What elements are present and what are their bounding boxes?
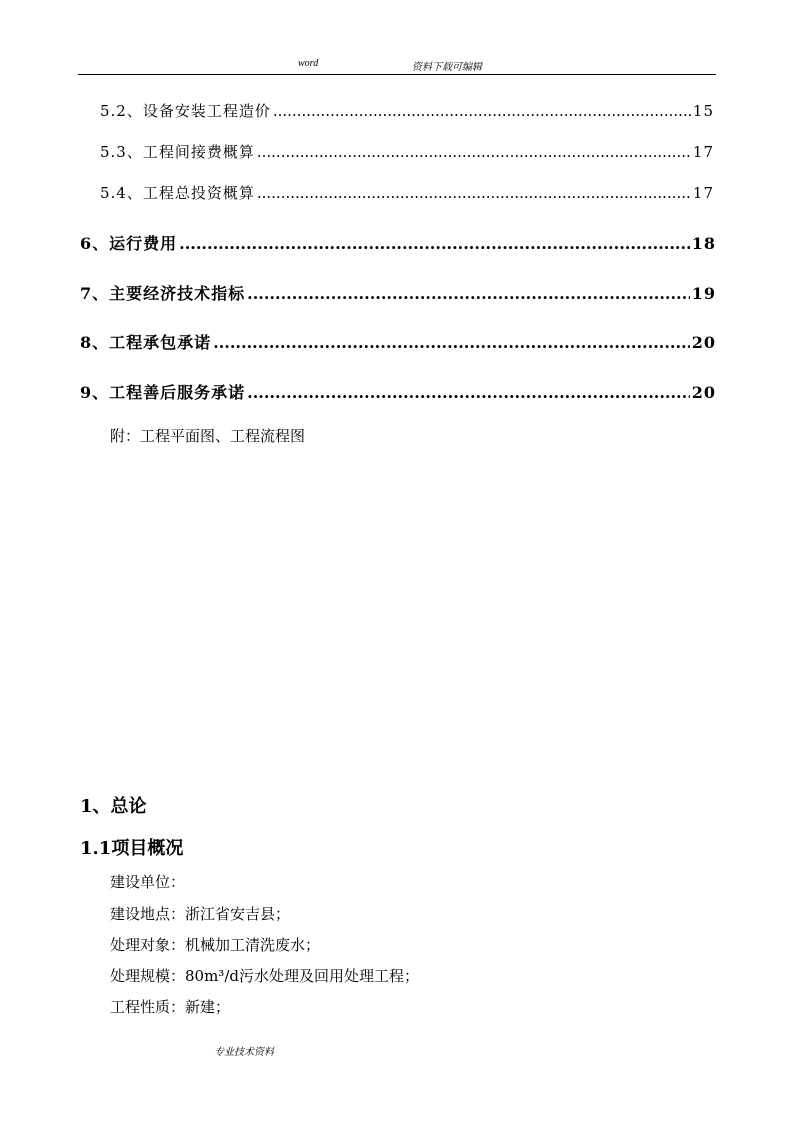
toc-appendix: 附：工程平面图、工程流程图 bbox=[110, 427, 306, 445]
toc-entry-page: 20 bbox=[691, 333, 716, 352]
toc-entry-5-2[interactable] bbox=[100, 100, 714, 121]
toc-entry-label: 5.4、工程总投资概算 bbox=[100, 184, 255, 202]
page-header bbox=[78, 56, 716, 75]
info-line-scale: 处理规模：80m³/d污水处理及回用处理工程； bbox=[110, 967, 419, 985]
info-line-target: 处理对象：机械加工清洗废水； bbox=[110, 936, 321, 954]
toc-entry-5-3[interactable] bbox=[100, 141, 714, 162]
toc-leader-dots bbox=[257, 184, 691, 202]
toc-entry-label: 7、主要经济技术指标 bbox=[80, 284, 246, 303]
toc-entry-8[interactable] bbox=[80, 330, 716, 353]
toc-leader-dots bbox=[247, 383, 690, 402]
toc-leader-dots bbox=[213, 333, 690, 352]
toc-entry-5-4[interactable] bbox=[100, 182, 714, 203]
toc-entry-label: 5.3、工程间接费概算 bbox=[100, 143, 255, 161]
page-footer: 专业技术资料 bbox=[214, 1047, 274, 1058]
toc-entry-9[interactable] bbox=[80, 380, 716, 403]
toc-entry-label: 6、运行费用 bbox=[80, 234, 178, 253]
toc-entry-page: 19 bbox=[691, 284, 716, 303]
toc-leader-dots bbox=[247, 284, 690, 303]
toc-entry-page: 18 bbox=[691, 234, 716, 253]
header-left-text: word bbox=[298, 58, 319, 69]
info-line-builder: 建设单位： bbox=[110, 873, 186, 891]
toc-entry-page: 17 bbox=[692, 184, 714, 202]
section-subheading: 1.1项目概况 bbox=[80, 838, 184, 859]
toc-entry-label: 5.2、设备安装工程造价 bbox=[100, 102, 271, 120]
info-line-location: 建设地点：浙江省安吉县； bbox=[110, 905, 291, 923]
toc-leader-dots bbox=[273, 102, 691, 120]
info-line-nature: 工程性质：新建； bbox=[110, 998, 231, 1016]
toc-leader-dots bbox=[257, 143, 691, 161]
toc-entry-label: 9、工程善后服务承诺 bbox=[80, 383, 246, 402]
toc-entry-6[interactable] bbox=[80, 231, 716, 254]
toc-entry-7[interactable] bbox=[80, 281, 716, 304]
section-heading: 1、总论 bbox=[80, 796, 147, 817]
toc-entry-label: 8、工程承包承诺 bbox=[80, 333, 212, 352]
toc-entry-page: 15 bbox=[692, 102, 714, 120]
toc-entry-page: 17 bbox=[692, 143, 714, 161]
toc-entry-page: 20 bbox=[691, 383, 716, 402]
toc-leader-dots bbox=[179, 234, 690, 253]
header-right-text: 资料下载可编辑 bbox=[412, 62, 482, 73]
